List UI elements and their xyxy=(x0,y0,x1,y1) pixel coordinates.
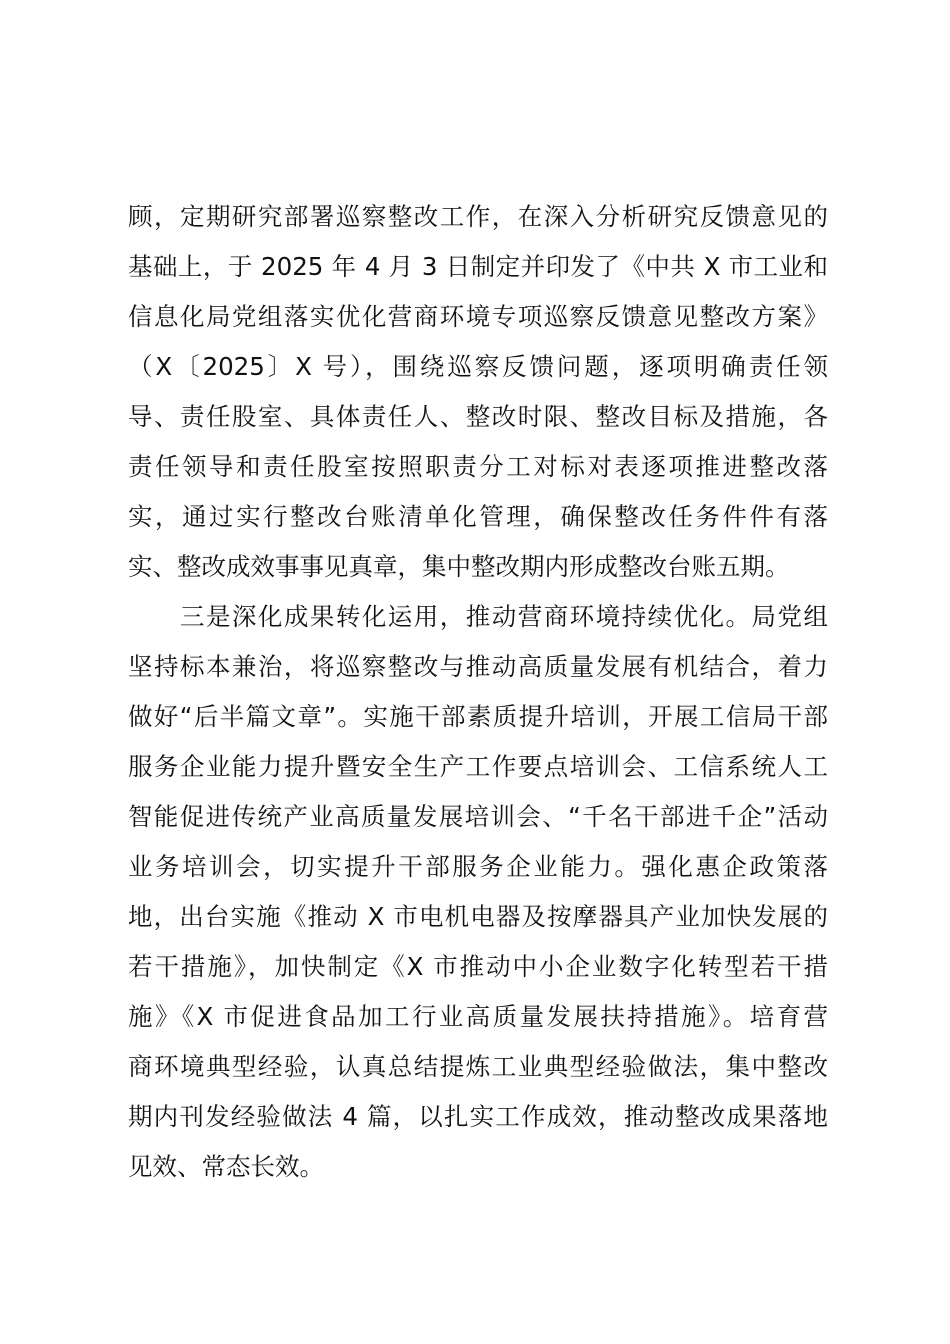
text-line-20: 见效、常态长效。 xyxy=(128,1152,324,1181)
text-line-8: 实、整改成效事事见真章，集中整改期内形成整改台账五期。 xyxy=(128,552,790,581)
text-line-1: 顾，定期研究部署巡察整改工作，在深入分析研究反馈意见的 xyxy=(128,202,828,231)
text-line-16: 若干措施》，加快制定《X 市推动中小企业数字化转型若干措 xyxy=(128,952,828,981)
text-line-5: 导、责任股室、具体责任人、整改时限、整改目标及措施，各 xyxy=(128,402,828,431)
text-line-17: 施》《X 市促进食品加工行业高质量发展扶持措施》。培育营 xyxy=(128,1002,828,1031)
document-body xyxy=(128,192,828,1192)
text-line-4: （X〔2025〕X 号），围绕巡察反馈问题，逐项明确责任领 xyxy=(128,352,828,381)
text-line-9: 三是深化成果转化运用，推动营商环境持续优化。局党组 xyxy=(128,602,828,631)
text-line-18: 商环境典型经验，认真总结提炼工业典型经验做法，集中整改 xyxy=(128,1052,828,1081)
text-line-12: 服务企业能力提升暨安全生产工作要点培训会、工信系统人工 xyxy=(128,752,828,781)
text-line-13: 智能促进传统产业高质量发展培训会、“千名干部进千企”活动 xyxy=(128,802,828,831)
text-line-3: 信息化局党组落实优化营商环境专项巡察反馈意见整改方案》 xyxy=(128,302,828,331)
text-line-14: 业务培训会，切实提升干部服务企业能力。强化惠企政策落 xyxy=(128,852,828,881)
text-line-7: 实，通过实行整改台账清单化管理，确保整改任务件件有落 xyxy=(128,502,828,531)
text-line-2: 基础上，于 2025 年 4 月 3 日制定并印发了《中共 X 市工业和 xyxy=(128,252,828,281)
text-line-15: 地，出台实施《推动 X 市电机电器及按摩器具产业加快发展的 xyxy=(128,902,828,931)
text-line-11: 做好“后半篇文章”。实施干部素质提升培训，开展工信局干部 xyxy=(128,702,828,731)
text-line-19: 期内刊发经验做法 4 篇，以扎实工作成效，推动整改成果落地 xyxy=(128,1102,828,1131)
text-line-10: 坚持标本兼治，将巡察整改与推动高质量发展有机结合，着力 xyxy=(128,652,828,681)
text-line-6: 责任领导和责任股室按照职责分工对标对表逐项推进整改落 xyxy=(128,452,828,481)
